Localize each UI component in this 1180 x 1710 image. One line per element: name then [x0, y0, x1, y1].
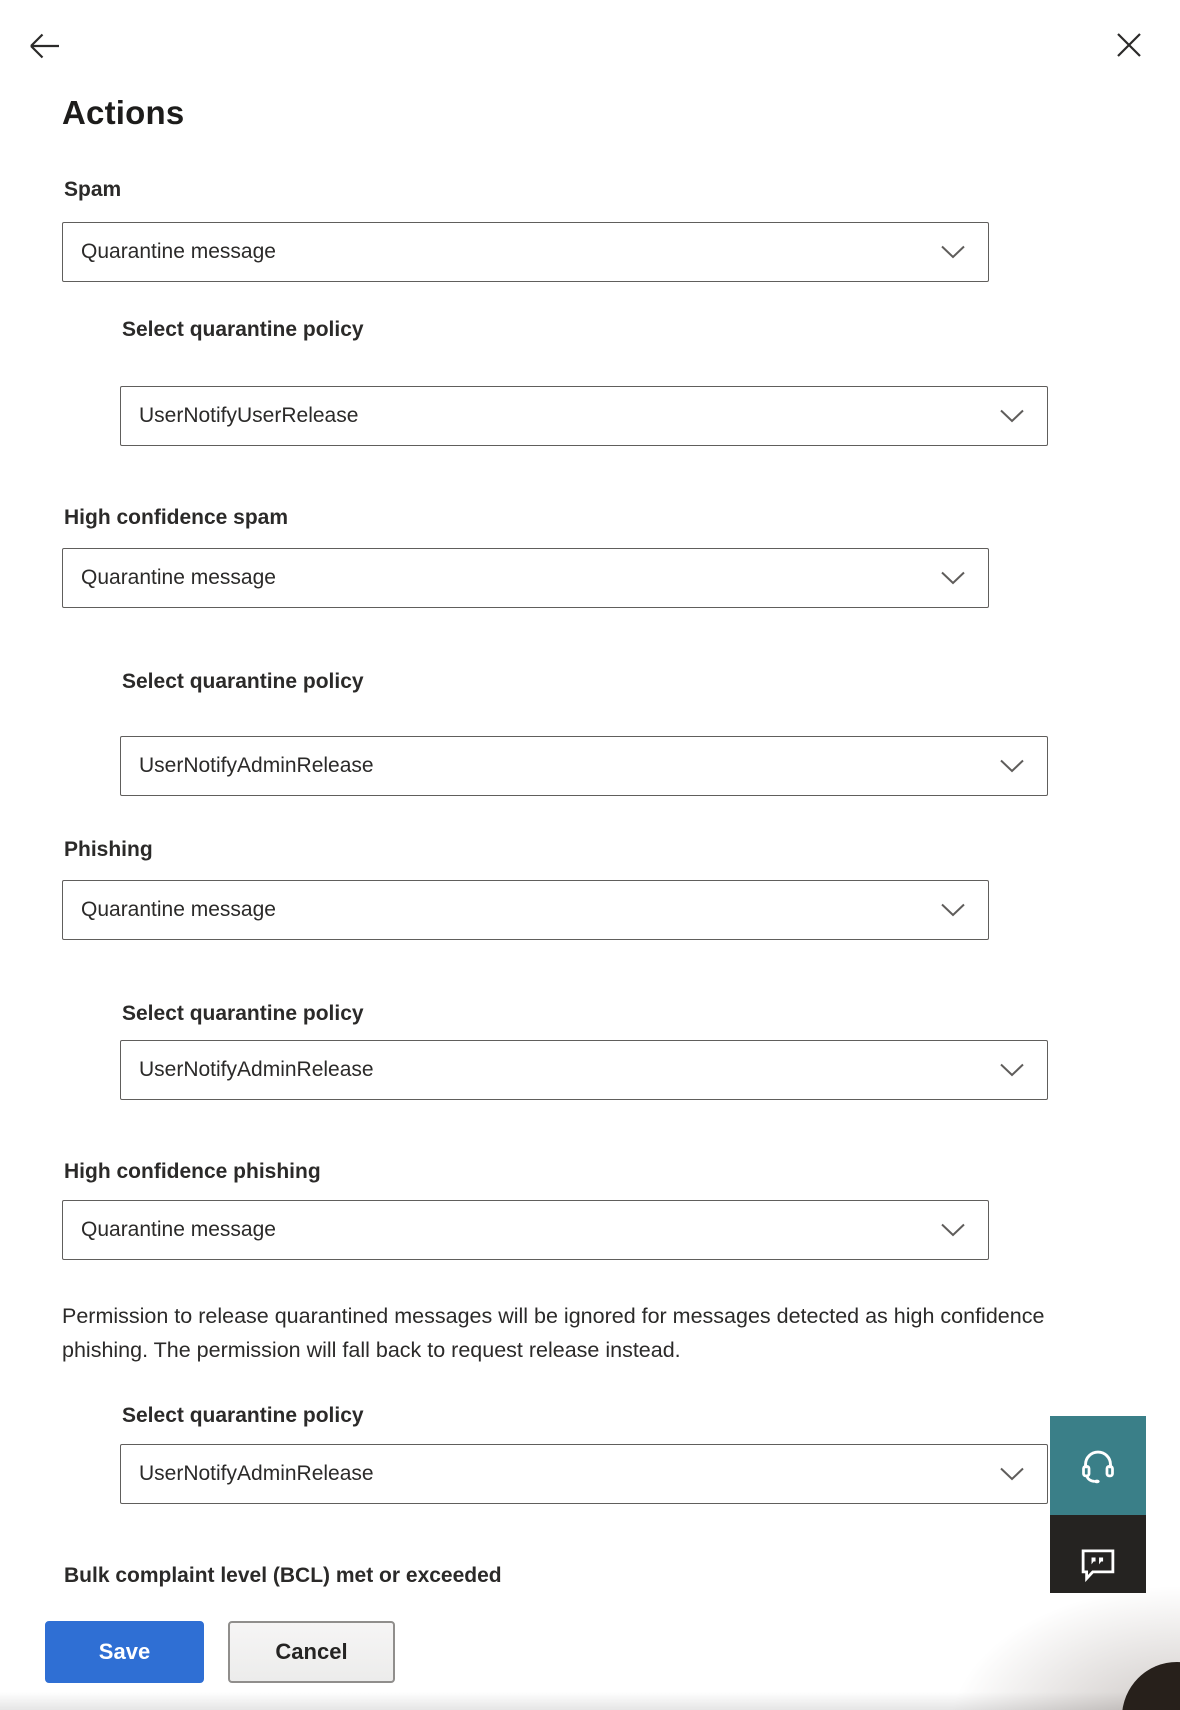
- phishing-policy-dropdown[interactable]: UserNotifyAdminRelease: [120, 1040, 1048, 1100]
- phishing-action-dropdown[interactable]: Quarantine message: [62, 880, 989, 940]
- chevron-down-icon: [999, 1467, 1025, 1482]
- high-confidence-spam-policy-dropdown[interactable]: UserNotifyAdminRelease: [120, 736, 1048, 796]
- footer-bottom-edge: [0, 1692, 1180, 1710]
- high-confidence-spam-action-dropdown[interactable]: Quarantine message: [62, 548, 989, 608]
- section-label-high-confidence-spam: High confidence spam: [64, 506, 289, 529]
- high-confidence-phishing-note: Permission to release quarantined messages will be ignored for messages detected as high confidence phishing. The permission will fall back to request release instead.: [62, 1304, 1045, 1362]
- footer-bar: [0, 1593, 1180, 1710]
- section-label-bulk-complaint-level: Bulk complaint level (BCL) met or exceeded: [64, 1564, 502, 1587]
- section-label-phishing: Phishing: [64, 838, 153, 861]
- chevron-down-icon: [940, 245, 966, 260]
- policy-label-high-confidence-phishing: Select quarantine policy: [122, 1404, 364, 1427]
- close-button[interactable]: [1111, 27, 1147, 63]
- feedback-bubble-icon: [1077, 1543, 1119, 1585]
- chevron-down-icon: [940, 903, 966, 918]
- policy-label-high-confidence-spam: Select quarantine policy: [122, 670, 364, 693]
- headset-icon: [1076, 1444, 1120, 1488]
- policy-label-phishing: Select quarantine policy: [122, 1002, 364, 1025]
- chevron-down-icon: [940, 1223, 966, 1238]
- help-support-button[interactable]: [1050, 1416, 1146, 1515]
- high-confidence-phishing-policy-dropdown[interactable]: UserNotifyAdminRelease: [120, 1444, 1048, 1504]
- page-title: Actions: [62, 94, 185, 131]
- chevron-down-icon: [999, 1063, 1025, 1078]
- high-confidence-phishing-action-dropdown[interactable]: Quarantine message: [62, 1200, 989, 1260]
- section-label-spam: Spam: [64, 178, 122, 201]
- back-button[interactable]: [26, 28, 62, 64]
- spam-policy-dropdown[interactable]: UserNotifyUserRelease: [120, 386, 1048, 446]
- chevron-down-icon: [940, 571, 966, 586]
- save-button[interactable]: Save: [45, 1621, 204, 1683]
- section-label-high-confidence-phishing: High confidence phishing: [64, 1160, 321, 1183]
- cancel-button[interactable]: Cancel: [228, 1621, 395, 1683]
- chevron-down-icon: [999, 409, 1025, 424]
- chevron-down-icon: [999, 759, 1025, 774]
- arrow-left-icon: [26, 52, 62, 67]
- close-icon: [1111, 51, 1147, 66]
- spam-action-dropdown[interactable]: Quarantine message: [62, 222, 989, 282]
- policy-label-spam: Select quarantine policy: [122, 318, 364, 341]
